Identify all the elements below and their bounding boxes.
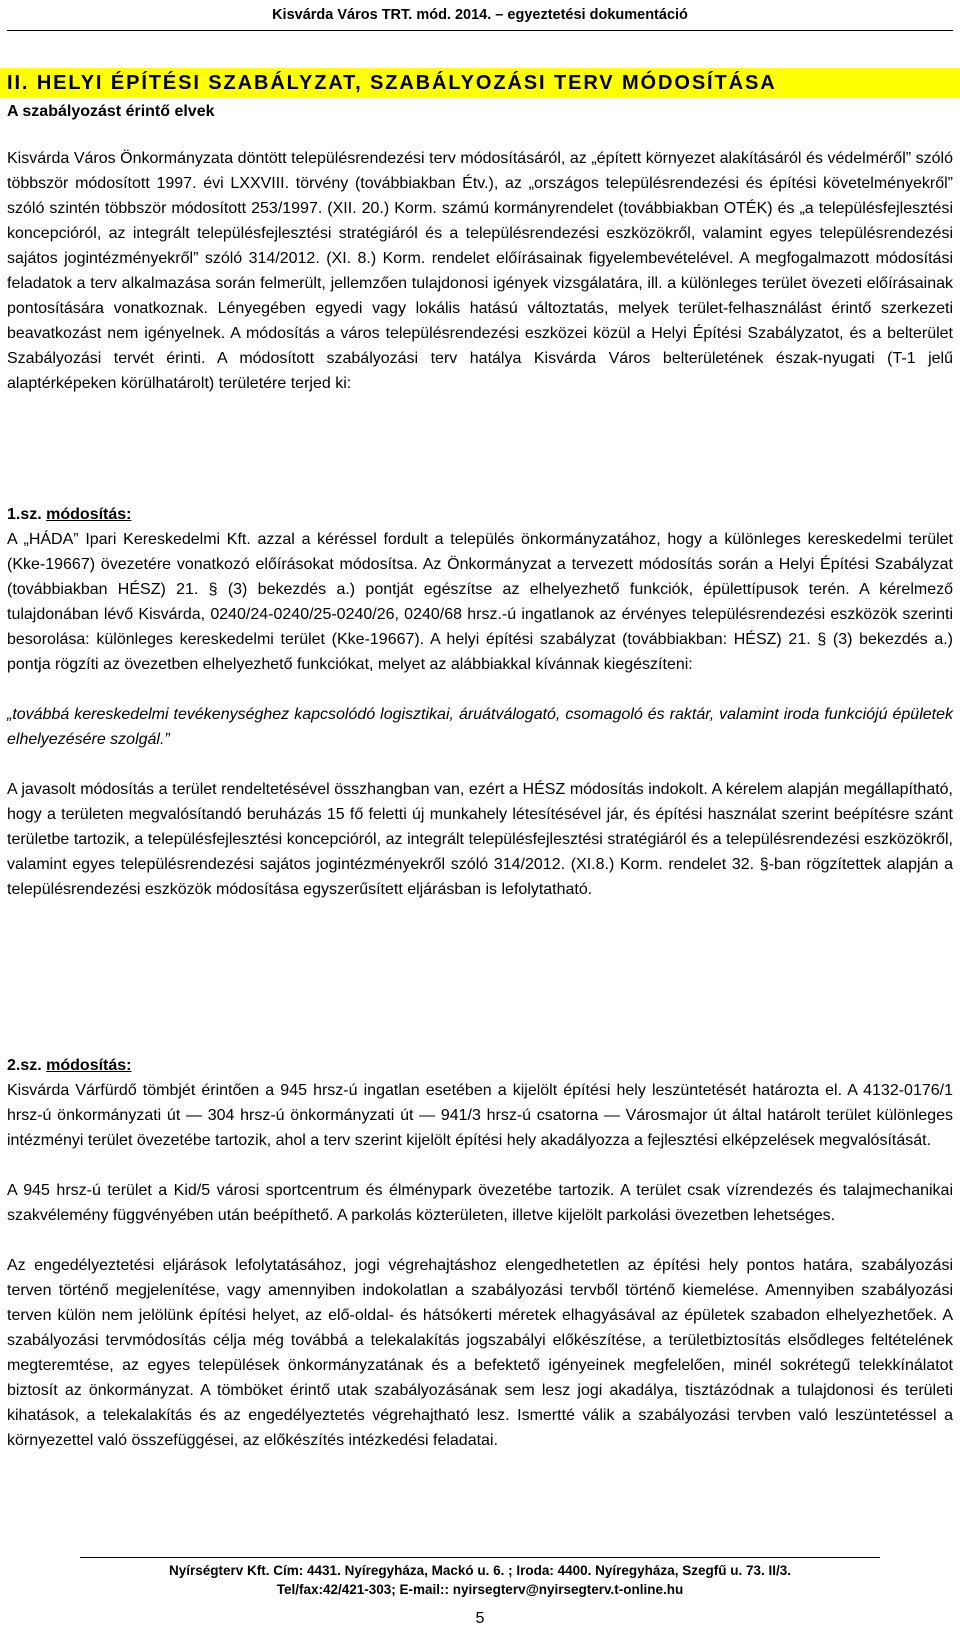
mod2-paragraph-3: Az engedélyeztetési eljárások lefolytatásához, jogi végrehajtáshoz elengedhetetlen az építési hely pontos határa, szabályozási terven történő megjelenítése, vagy amennyiben indokolatlan a szabályozási tervből történő kiemelése. Amennyiben szabályozási terven külön nem jelölünk építési helyet, az elő-oldal- és hátsókerti méretek elhagyásával az épületek szabadon elhelyezhetőek. A szabályozási tervmódosítás célja még továbbá a telekalakítás jogszabályi előkészítése, a területbiztosítás elsődleges feltételének megteremtése, az egyes települések önkormányzatának és a befektető igényeinek megfelelően, minél sokrétegű telekkínálatot biztosít az önkormányzat. A tömböket érintő utak szabályozásának sem lesz jogi akadálya, tisztázódnak a tulajdonosi és területi kihatások, a telekalakítás és az engedélyeztetés végrehajtható lesz. Ismertté válik a szabályozási tervben való leszüntetéssel a környezettel való összefüggései, az előkészítés intézkedési feladatai. [7,1257,953,1449]
mod2-paragraph-2: A 945 hrsz-ú terület a Kid/5 városi sportcentrum és élménypark övezetébe tartozik. A terület csak vízrendezés és talajmechanikai szakvélemény függvényében után beépíthető. A parkolás közterületen, illetve kijelölt parkolási övezetben lehetséges. [7,1182,953,1224]
mod1-quote: „továbbá kereskedelmi tevékenységhez kapcsolódó logisztikai, áruátválogató, csomagoló és raktár, valamint iroda funkciójú épületek elhelyezésére szolgál.” [7,706,953,748]
mod2-label: módosítás: [46,1057,132,1074]
mod2-heading [7,1053,953,1078]
footer-contact: Tel/fax:42/421-303; E-mail:: nyirsegterv@nyirsegterv.t-online.hu [276,1582,684,1597]
mod1-paragraph-1: A „HÁDA” Ipari Kereskedelmi Kft. azzal a kéréssel fordult a település önkormányzatához, hogy a különleges kereskedelmi terület (Kke-19667) övezetére vonatkozó előírásokat módosítsa. Az Önkormányzat a tervezett módosítás során a Helyi Építési Szabályzat (továbbiakban HÉSZ) 21. § (3) bekezdés a.) pontját egészítse az elhelyezhető funkciók, épülettípusok terén. A kérelmező tulajdonában lévő Kisvárda, 0240/24-0240/25-0240/26, 0240/68 hrsz.-ú ingatlanok az érvényes településrendezési eszközök szerinti besorolása: különleges kereskedelmi terület (Kke-19667). A helyi építési szabályzat (továbbiakban: HÉSZ) 21. § (3) bekezdés a.) pontja rögzíti az övezetben elhelyezhető funkciókat, melyet az alábbiakkal kívánnak kiegészíteni: [7,531,953,673]
mod1-paragraph-2: A javasolt módosítás a terület rendeltetésével összhangban van, ezért a HÉSZ módosítás indokolt. A kérelem alapján megállapítható, hogy a területen megvalósítandó beruházás 15 fő feletti új munkahely létesítésével jár, és építési használat szerint beépítésre szánt területbe tartozik, a településfejlesztési koncepcióról, az integrált településfejlesztési stratégiáról és a településrendezési eszközökről, valamint egyes településrendezési sajátos jogintézményekről szóló 314/2012. (XI.8.) Korm. rendelet 32. §-ban rögzítettek alapján a településrendezési eszközök módosítása egyszerűsített eljárásban is lefolytatható. [7,781,953,898]
mod1-number: 1.sz. [7,506,42,523]
document-header: Kisvárda Város TRT. mód. 2014. – egyeztetési dokumentáció [272,7,688,23]
section-subtitle: A szabályozást érintő elvek [7,103,215,120]
page-number: 5 [475,1610,485,1627]
section-title: II. HELYI ÉPÍTÉSI SZABÁLYZAT, SZABÁLYOZÁSI TERV MÓDOSÍTÁSA [7,72,777,94]
intro-paragraph: Kisvárda Város Önkormányzata döntött településrendezési terv módosításáról, az „épített környezet alakításáról és védelméről” szóló többször módosított 1997. évi LXXVIII. törvény (továbbiakban Étv.), az „országos településrendezési és építési követelményekről” szóló szintén többször módosított 253/1997. (XII. 20.) Korm. számú kormányrendelet (továbbiakban OTÉK) és „a településfejlesztési koncepcióról, az integrált településfejlesztési stratégiáról és a településrendezési eszközökről, valamint egyes településrendezési sajátos jogintézményekről” szóló 314/2012. (XI. 8.) Korm. rendelet előírásainak figyelembevételével. A megfogalmazott módosítási feladatok a terv alkalmazása során felmerült, jellemzően tulajdonosi igények vizsgálatára, ill. a különleges terület övezeti előírásainak pontosítására vonatkoznak. Lényegében egyedi vagy lokális hatású változtatás, melyek terület-felhasználást érintő szerkezeti beavatkozást nem igényelnek. A módosítás a város településrendezési eszközei közül a Helyi Építési Szabályzatot, és a belterület Szabályozási tervét érinti. A módosított szabályozási terv hatálya Kisvárda Város belterületének észak-nyugati (T-1 jelű alaptérképeken körülhatárolt) területére terjed ki: [7,150,953,392]
header-divider [7,30,953,31]
mod1-label: módosítás: [46,506,132,523]
mod2-paragraph-1: Kisvárda Várfürdő tömbjét érintően a 945 hrsz-ú ingatlan esetében a kijelölt építési hely leszüntetését határozta el. A 4132-0176/1 hrsz-ú önkormányzati út — 304 hrsz-ú önkormányzati út — 941/3 hrsz-ú csatorna — Városmajor út által határolt terület különleges intézményi terület övezetébe tartozik, ahol a terv szerint kijelölt építési hely akadályozza a fejlesztési elképzelések megvalósítását. [7,1082,953,1149]
intro-block [7,146,953,396]
modification-1 [7,502,953,902]
footer-address: Nyírségterv Kft. Cím: 4431. Nyíregyháza, Mackó u. 6. ; Iroda: 4400. Nyíregyháza, Szegfű u. 73. II/3. [169,1563,791,1578]
mod2-number: 2.sz. [7,1057,42,1074]
modification-2 [7,1053,953,1453]
mod1-heading [7,502,953,527]
footer-divider [80,1557,880,1558]
